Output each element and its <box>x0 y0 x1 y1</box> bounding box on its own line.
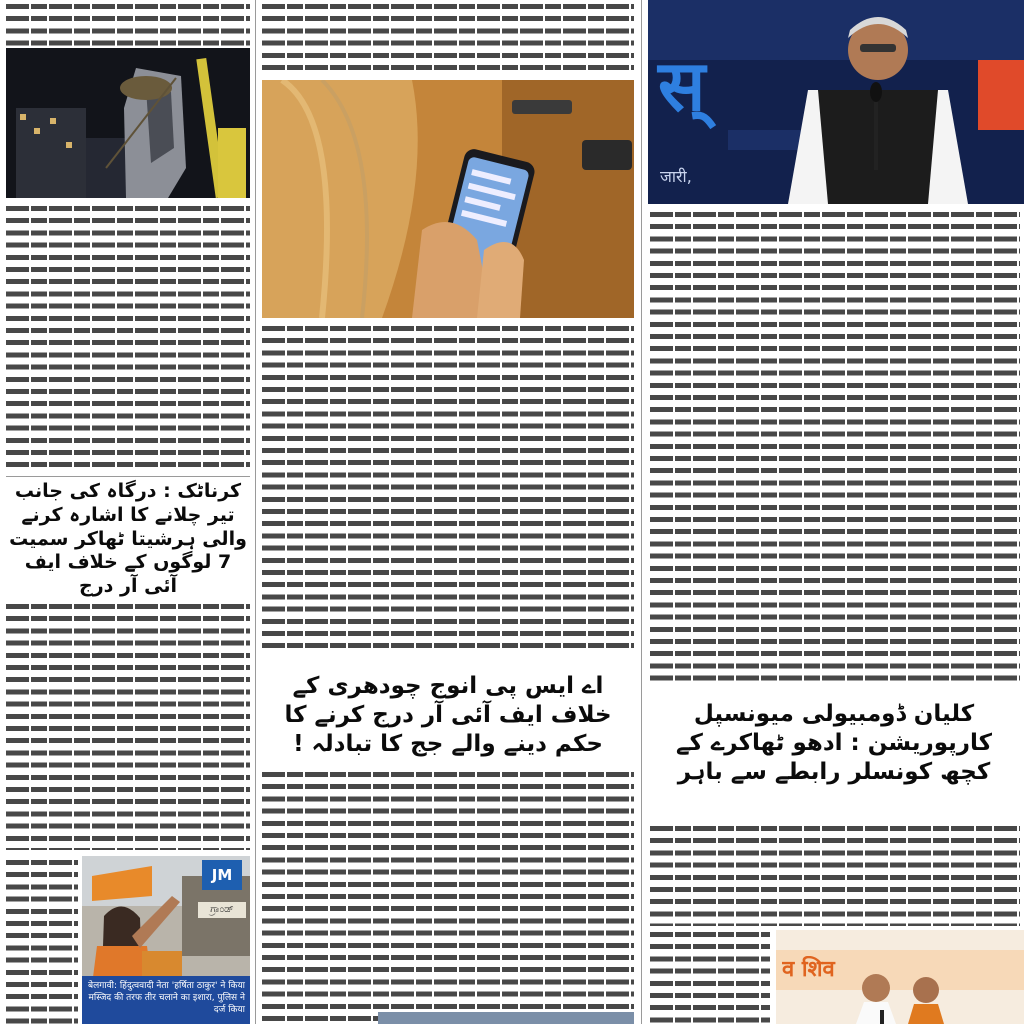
protest-caption-cont: इशारा, पुलिस ने दर्ज किया <box>192 993 245 1015</box>
car-crane-illustration <box>6 48 250 198</box>
protest-caption: बेलगावी: हिंदुत्ववादी नेता 'हर्षिता ठाकुर' ने किया मस्जिद की तरफ तीर चलाने का <box>87 981 245 1003</box>
protest-caption-band <box>82 976 250 1024</box>
svg-text:स्: स् <box>658 45 706 127</box>
left-narrow-text <box>6 856 78 1024</box>
right-article-1-body <box>650 208 1020 686</box>
phone-user-illustration <box>262 80 634 318</box>
center-bottom-photo-strip <box>378 1012 634 1024</box>
column-rule-right <box>641 0 642 1024</box>
left-article-2-body <box>6 600 250 850</box>
car-crane-photo <box>6 48 250 198</box>
speaker-backdrop-text: जारी, <box>660 167 692 186</box>
left-headline: کرناٹک : درگاہ کی جانب تیر چلانے کا اشارہ کرنے والی ہرشیتا ٹھاکر سمیت 7 لوگوں کے خلاف ایف آئی آر درج <box>9 480 247 597</box>
phone-user-photo <box>262 80 634 318</box>
left-top-text <box>6 0 250 46</box>
center-headline: اے ایس پی انوج چودھری کے خلاف ایف آئی آر درج کرنے کا حکم دینے والے جج کا تبادلہ ! <box>284 673 612 757</box>
column-rule-left <box>255 0 256 1024</box>
left-divider <box>6 476 250 477</box>
left-article-1-body <box>6 202 250 470</box>
right-headline: کلیان ڈومبیولی میونسپل کارپوریشن : ادھو ٹھاکرے کے کچھ کونسلر رابطے سے باہر <box>675 701 993 785</box>
speaker-podium-photo <box>648 0 1024 204</box>
center-article-2-body <box>262 768 634 1024</box>
center-article-1-body <box>262 322 634 652</box>
right-article-2-body-lower <box>650 928 770 1024</box>
protest-sign-text: ಗ್ರಾಂಡ್ <box>198 902 246 918</box>
stage-backdrop-text: व शिव <box>782 957 835 982</box>
protest-woman-photo <box>82 856 250 1024</box>
center-top-text <box>262 0 634 74</box>
right-article-2-body <box>650 822 1020 926</box>
jm-logo: JM <box>202 860 242 890</box>
thackeray-stage-photo <box>776 930 1024 1024</box>
